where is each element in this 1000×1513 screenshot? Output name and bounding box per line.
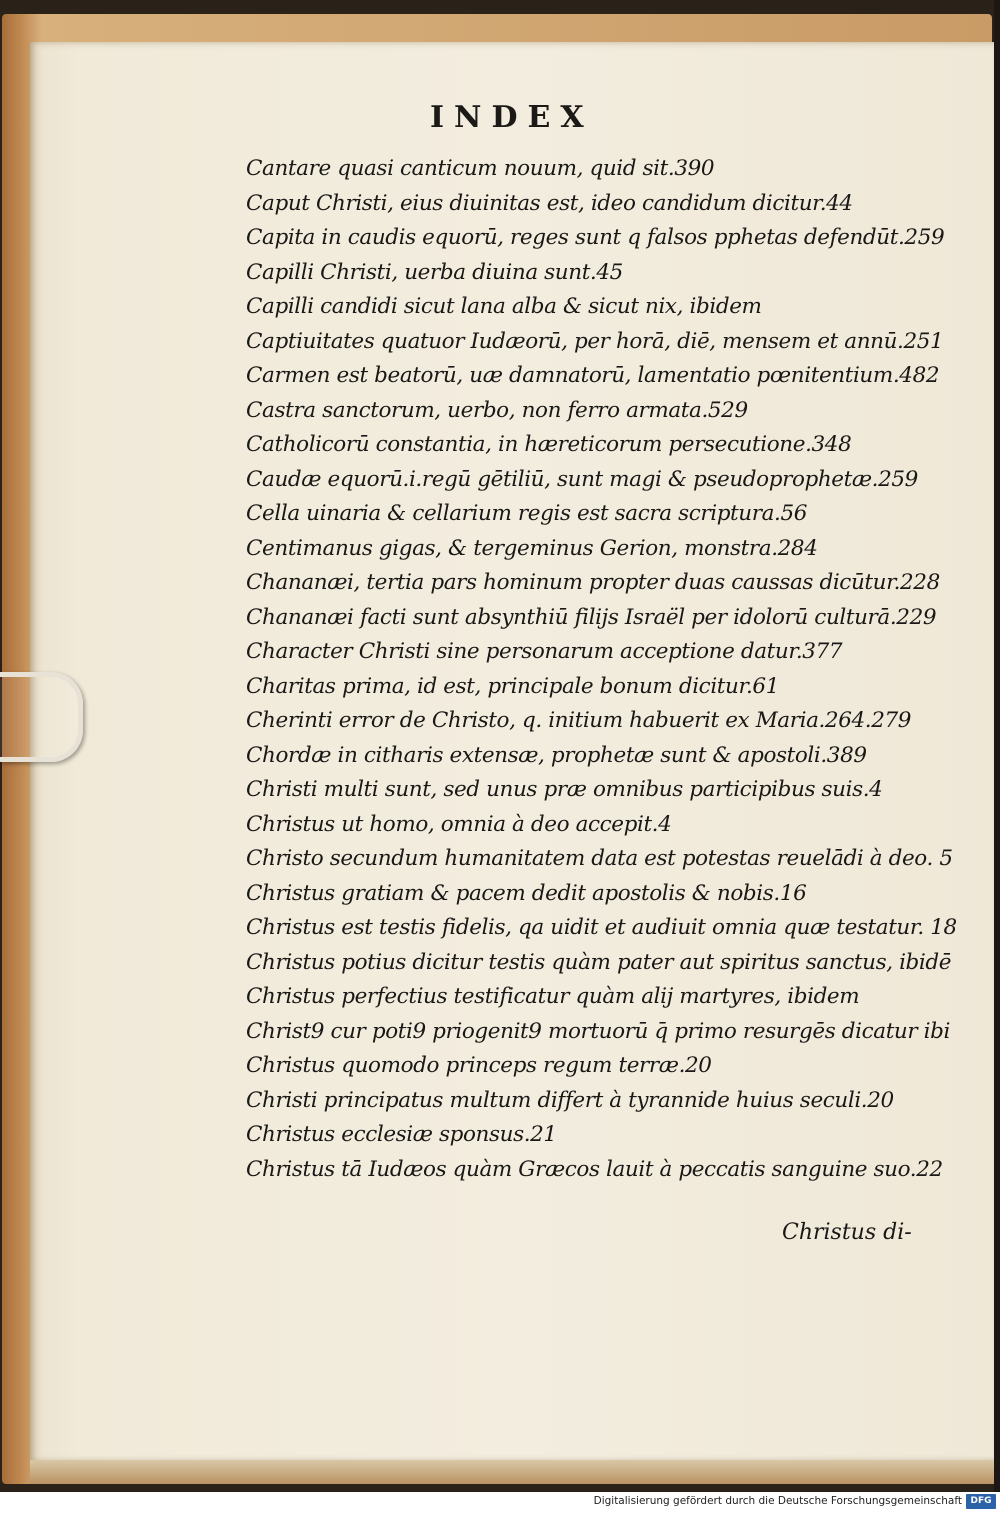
index-entry: Caudæ equorū.i.regū gētiliū, sunt magi & pseudoprophetæ.259 bbox=[246, 466, 918, 492]
footer-bar bbox=[0, 1492, 1000, 1513]
index-entry: Cherinti error de Christo, q. initium habuerit ex Maria.264.279 bbox=[246, 708, 912, 733]
index-entry: Carmen est beatorū, uæ damnatorū, lamentatio pœnitentium.482 bbox=[246, 363, 940, 388]
index-entry: Capilli Christi, uerba diuina sunt.45 bbox=[246, 259, 623, 285]
index-entry: Christus potius dicitur testis quàm pater aut spiritus sanctus, ibidē bbox=[246, 949, 952, 975]
index-entry: Centimanus gigas, & tergeminus Gerion, monstra.284 bbox=[246, 535, 818, 561]
index-entry: Chordæ in citharis extensæ, prophetæ sunt & apostoli.389 bbox=[246, 742, 867, 768]
page-clip-icon bbox=[0, 672, 83, 762]
index-entry: Christo secundum humanitatem data est potestas reuelādi à deo. 5 bbox=[246, 846, 953, 871]
index-entry: Christi principatus multum differt à tyrannide huius seculi.20 bbox=[246, 1087, 894, 1113]
index-entry: Character Christi sine personarum acceptione datur.377 bbox=[246, 639, 843, 664]
index-entry: Charitas prima, id est, principale bonum dicitur.61 bbox=[246, 673, 779, 699]
index-entry: Caput Christi, eius diuinitas est, ideo candidum dicitur.44 bbox=[246, 190, 853, 216]
index-entry: Chananæi facti sunt absynthiū filijs Israël per idolorū culturā.229 bbox=[246, 604, 937, 630]
index-entry: Christus ut homo, omnia à deo accepit.4 bbox=[246, 811, 672, 837]
index-entry: Capilli candidi sicut lana alba & sicut nix, ibidem bbox=[246, 294, 762, 319]
index-entry: Cantare quasi canticum nouum, quid sit.390 bbox=[246, 156, 715, 181]
index-entry: Castra sanctorum, uerbo, non ferro armata.529 bbox=[246, 397, 748, 423]
index-entries bbox=[246, 152, 957, 1187]
index-entry: Capita in caudis equorū, reges sunt q falsos pphetas defendūt.259 bbox=[246, 225, 945, 250]
index-entry: Captiuitates quatuor Iudæorū, per horā, diē, mensem et annū.251 bbox=[246, 328, 944, 354]
index-entry: Christus gratiam & pacem dedit apostolis & nobis.16 bbox=[246, 880, 807, 906]
index-entry: Christus perfectius testificatur quàm alij martyres, ibidem bbox=[246, 984, 860, 1009]
page-header: INDEX bbox=[430, 100, 594, 135]
index-entry: Cella uinaria & cellarium regis est sacra scriptura.56 bbox=[246, 501, 808, 526]
index-entry: Chananæi, tertia pars hominum propter duas caussas dicūtur.228 bbox=[246, 570, 940, 595]
index-entry: Christ9 cur poti9 priogenit9 mortuorū q̄ primo resurgēs dicatur ibi bbox=[246, 1018, 951, 1044]
index-entry: Christus tā Iudæos quàm Græcos lauit à peccatis sanguine suo.22 bbox=[246, 1156, 943, 1182]
index-entry: Christus quomodo princeps regum terræ.20 bbox=[246, 1053, 712, 1078]
funding-credit: Digitalisierung gefördert durch die Deutsche Forschungsgemeinschaft bbox=[593, 1495, 962, 1507]
index-entry: Christus est testis fidelis, qa uidit et audiuit omnia quæ testatur. 18 bbox=[246, 915, 957, 940]
page-bottom-edge bbox=[30, 1460, 998, 1484]
dfg-logo-icon: DFG bbox=[966, 1494, 996, 1509]
catchword: Christus di- bbox=[782, 1220, 912, 1245]
index-entry: Christus ecclesiæ sponsus.21 bbox=[246, 1122, 557, 1147]
index-entry: Christi multi sunt, sed unus præ omnibus participibus suis.4 bbox=[246, 777, 883, 802]
index-entry: Catholicorū constantia, in hæreticorum persecutione.348 bbox=[246, 432, 852, 457]
scan-border bbox=[994, 0, 1000, 1492]
